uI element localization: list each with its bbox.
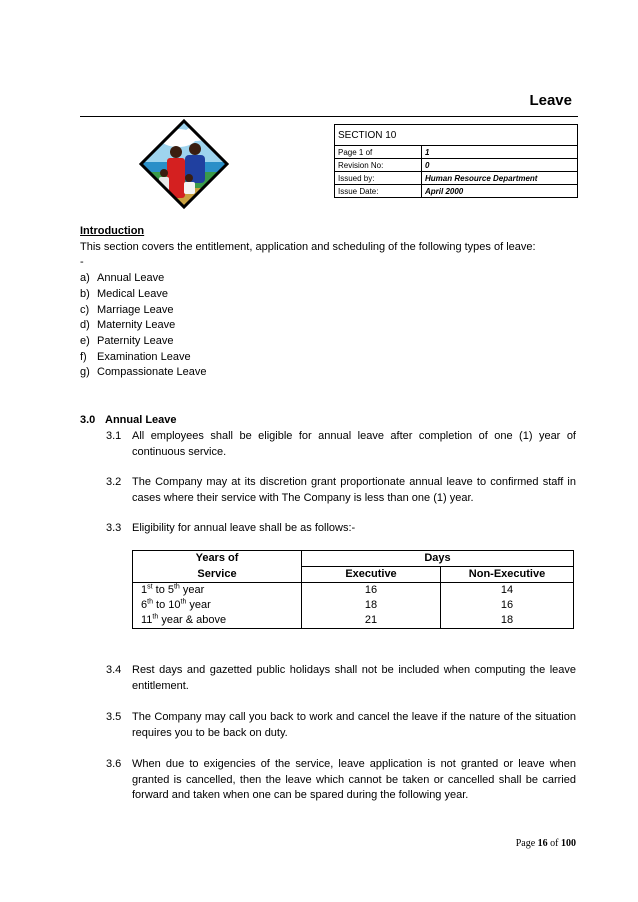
executive-days: 18 (364, 599, 378, 611)
executive-cell (302, 583, 441, 629)
list-marker: b) (80, 287, 90, 300)
clause-text: All employees shall be eligible for annual leave after completion of one (1) year of continuous service. (132, 430, 576, 458)
list-item-label: Medical Leave (97, 287, 168, 300)
list-item (80, 365, 578, 381)
annual-leave-table (132, 550, 574, 629)
clause-text: Rest days and gazetted public holidays shall not be included when computing the leave entitlement. (132, 664, 576, 692)
list-marker: e) (80, 334, 90, 347)
clause-number: 3.3 (106, 522, 122, 534)
section-title: Annual Leave (105, 414, 177, 426)
clause (106, 475, 576, 506)
clause-number: 3.6 (106, 758, 122, 770)
clause-number: 3.2 (106, 476, 122, 488)
executive-days: 16 (364, 584, 378, 596)
info-label: Issued by: (335, 172, 422, 185)
header-non-executive: Non-Executive (441, 567, 574, 583)
list-item-label: Marriage Leave (97, 303, 174, 316)
non-executive-cell (441, 583, 574, 629)
list-marker: g) (80, 366, 90, 379)
clause (106, 429, 576, 460)
executive-days: 21 (364, 614, 378, 626)
family-logo-icon (138, 118, 230, 210)
section-label: SECTION 10 (335, 125, 578, 146)
clause (106, 663, 576, 694)
list-item (80, 318, 578, 334)
list-item-label: Annual Leave (97, 272, 165, 285)
header-years: Years of (133, 551, 302, 567)
non-executive-days: 16 (500, 599, 514, 611)
list-item (80, 350, 578, 366)
list-item-label: Compassionate Leave (97, 366, 207, 379)
info-value: 0 (422, 159, 578, 172)
clause (106, 710, 576, 741)
list-item (80, 303, 578, 319)
clause-text: When due to exigencies of the service, leave application is not granted or leave when granted is cancelled, then the leave which cannot be taken or cancelled shall be carried forward and taken when one can be spared during the following year. (132, 758, 576, 802)
list-marker: a) (80, 272, 90, 285)
header-service: Service (133, 567, 302, 583)
introduction-heading: Introduction (80, 225, 145, 237)
list-marker: d) (80, 319, 90, 332)
introduction-text: This section covers the entitlement, application and scheduling of the following types of leave: (80, 240, 536, 253)
clause-number: 3.1 (106, 430, 122, 442)
section-heading (80, 413, 578, 429)
clause (106, 521, 576, 537)
non-executive-days: 18 (500, 614, 514, 626)
info-value: April 2000 (422, 185, 578, 198)
list-marker: c) (80, 303, 90, 316)
list-item (80, 334, 578, 350)
non-executive-days: 14 (500, 584, 514, 596)
clause-number: 3.4 (106, 664, 122, 676)
table-row: 1st to 5th year (141, 583, 205, 596)
years-cell (133, 583, 302, 629)
info-value: 1 (422, 146, 578, 159)
list-item-label: Paternity Leave (97, 334, 174, 347)
list-item (80, 271, 578, 287)
info-label: Issue Date: (335, 185, 422, 198)
introduction (80, 224, 578, 381)
section-info-table (334, 124, 578, 198)
clause-text: Eligibility for annual leave shall be as follows:- (132, 522, 356, 534)
header-executive: Executive (302, 567, 441, 583)
info-label: Revision No: (335, 159, 422, 172)
introduction-dash: - (80, 256, 84, 269)
title-rule (80, 116, 578, 117)
list-item (80, 287, 578, 303)
list-marker: f) (80, 350, 87, 363)
info-label: Page 1 of (335, 146, 422, 159)
clause-text: The Company may call you back to work and cancel the leave if the nature of the situation requires you to be back on duty. (132, 711, 576, 739)
page-number: Page 16 of 100 (515, 838, 576, 849)
clause (106, 757, 576, 804)
section-number: 3.0 (80, 414, 96, 426)
table-row: 11th year & above (141, 613, 227, 626)
clause-text: The Company may at its discretion grant proportionate annual leave to confirmed staff in cases where their service with The Company is less than one (1) year. (132, 476, 576, 504)
list-item-label: Maternity Leave (97, 319, 176, 332)
list-item-label: Examination Leave (97, 350, 191, 363)
table-row: 6th to 10th year (141, 598, 211, 611)
info-value: Human Resource Department (422, 172, 578, 185)
document-title: Leave (529, 92, 572, 109)
clause-number: 3.5 (106, 711, 122, 723)
header-days: Days (302, 551, 574, 567)
